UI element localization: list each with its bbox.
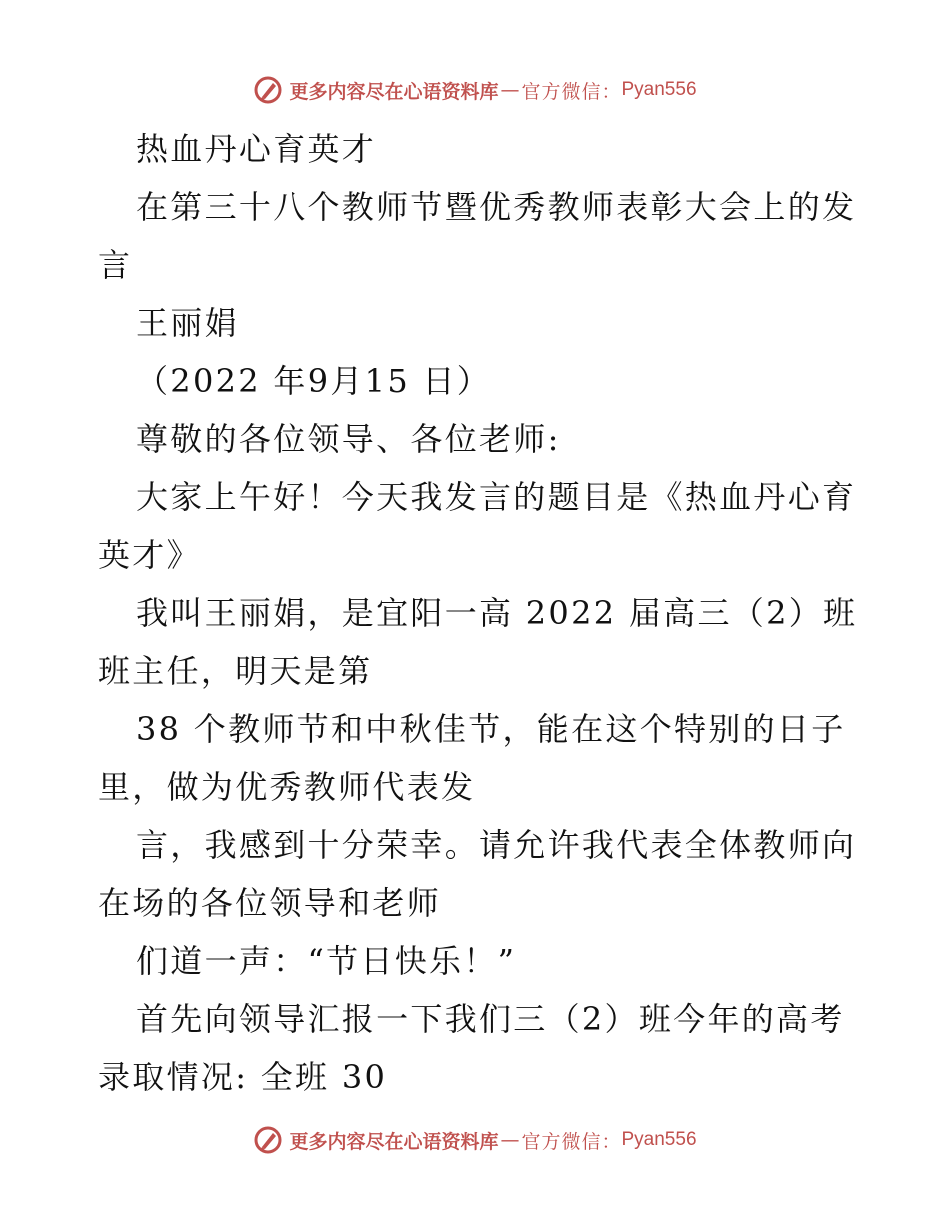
watermark-official-label: 官方微信： xyxy=(521,1130,622,1153)
speech-title: 热血丹心育英才 xyxy=(136,130,377,168)
paragraph-line: 38 个教师节和中秋佳节，能在这个特别的日子 xyxy=(136,710,846,748)
footer-watermark xyxy=(0,1120,950,1160)
paragraph-line: 首先向领导汇报一下我们三（2）班今年的高考 xyxy=(136,1000,845,1038)
watermark-site-text: 更多内容尽在心语资料库 xyxy=(289,1130,499,1153)
paragraph-line: 里，做为优秀教师代表发 xyxy=(98,768,476,806)
document-body xyxy=(98,120,858,1106)
paragraph-line: 英才》 xyxy=(98,536,201,574)
watermark-site-text: 更多内容尽在心语资料库 xyxy=(289,80,499,103)
watermark-official-label: 官方微信： xyxy=(521,80,622,103)
watermark-wechat-id: Pyan556 xyxy=(621,79,697,100)
speech-date: （2022 年9月15 日） xyxy=(136,362,492,400)
salutation: 尊敬的各位领导、各位老师: xyxy=(136,420,561,458)
paragraph-line: 们道一声：“节日快乐！” xyxy=(136,942,517,980)
watermark-wechat-id: Pyan556 xyxy=(621,1129,697,1150)
pen-logo-icon xyxy=(253,1125,283,1155)
watermark-dash: — xyxy=(500,1129,520,1151)
speaker-name: 王丽娟 xyxy=(136,304,239,342)
paragraph-line: 大家上午好！今天我发言的题目是《热血丹心育 xyxy=(136,478,857,516)
paragraph-line: 我叫王丽娟，是宜阳一高 2022 届高三（2）班 xyxy=(136,594,858,632)
header-watermark xyxy=(0,70,950,110)
paragraph-line: 在场的各位领导和老师 xyxy=(98,884,442,922)
speech-subtitle: 在第三十八个教师节暨优秀教师表彰大会上的发 xyxy=(136,188,857,226)
pen-logo-icon xyxy=(253,75,283,105)
paragraph-line: 言，我感到十分荣幸。请允许我代表全体教师向 xyxy=(136,826,857,864)
paragraph-line: 班主任，明天是第 xyxy=(98,652,373,690)
watermark-dash: — xyxy=(500,79,520,101)
paragraph-line: 录取情况: 全班 30 xyxy=(98,1058,388,1096)
speech-subtitle-continued: 言 xyxy=(98,246,133,284)
